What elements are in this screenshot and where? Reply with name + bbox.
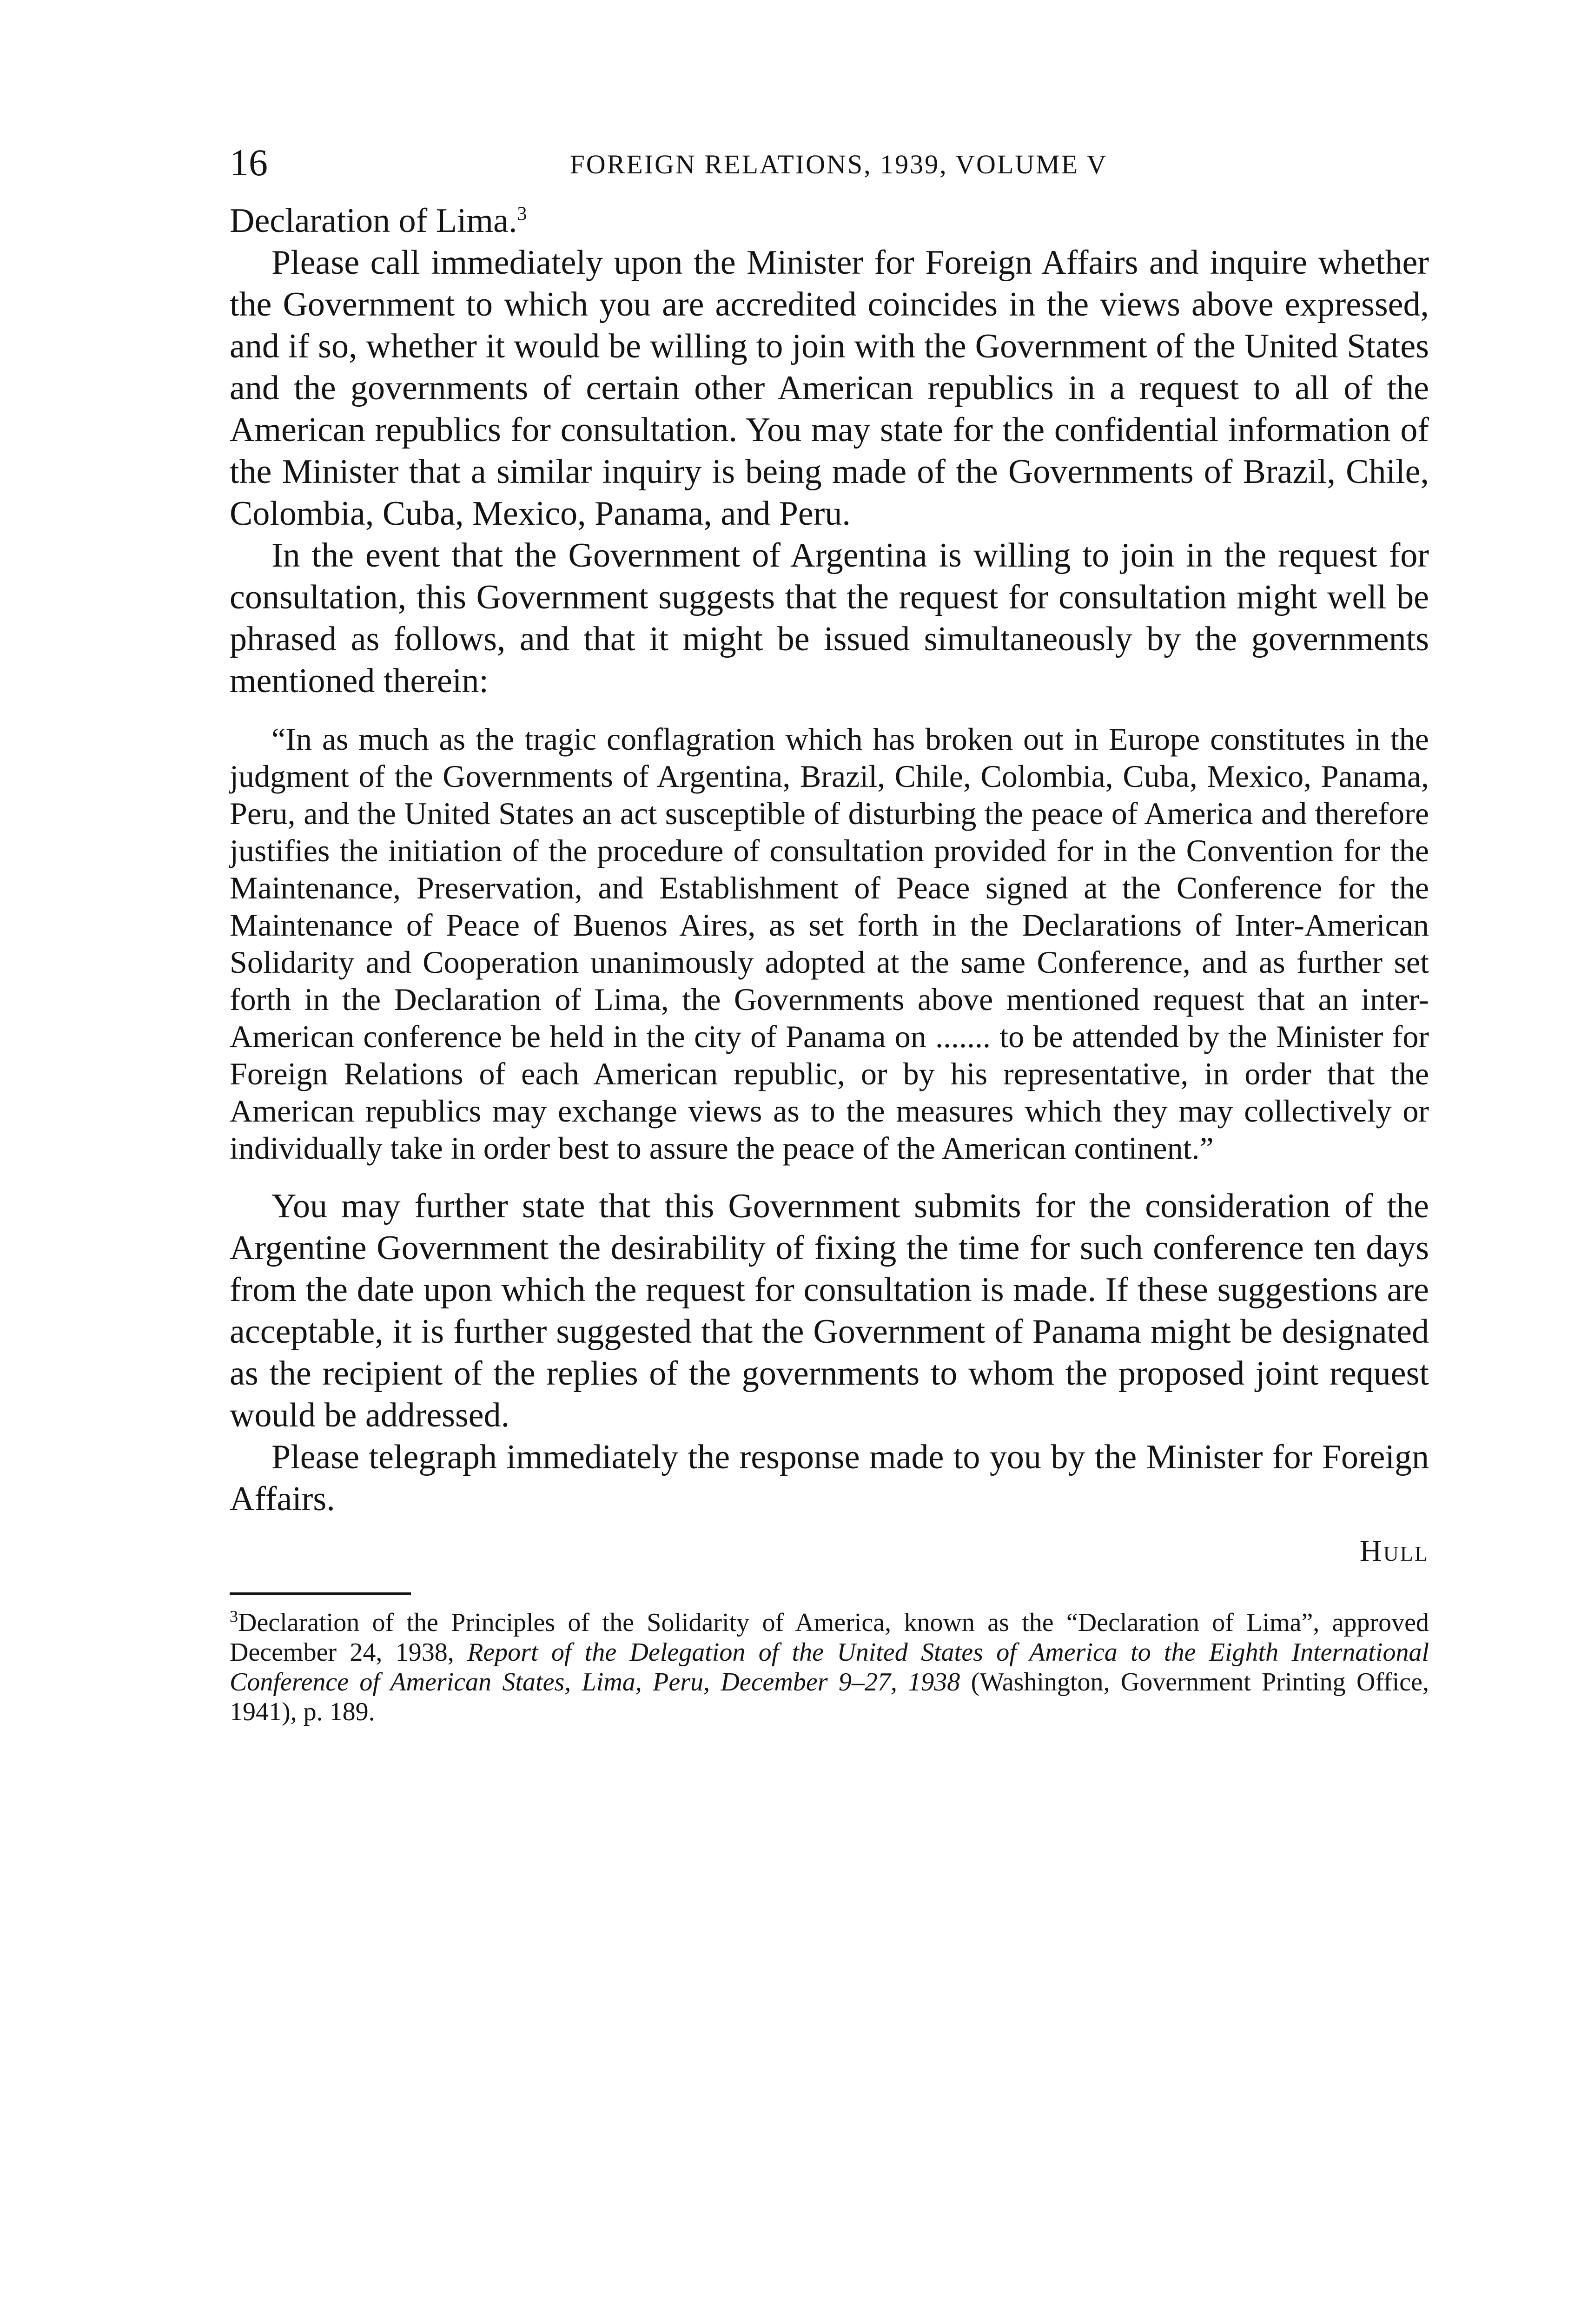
signature: Hull xyxy=(1359,1534,1429,1568)
footnote xyxy=(230,1608,1429,1727)
page-number: 16 xyxy=(230,141,268,184)
paragraph-3: In the event that the Government of Argentina is willing to join in the request for consultation, this Government suggests that the request for consultation might well be phrased as follows, and that it might be issued simultaneously by the governments mentioned therein: xyxy=(230,536,1429,700)
footnote-text-a: Declaration of the Principles of the Solidarity of America, known as the “Declaration of Lima”, approved December 24, 1938, xyxy=(230,1608,1429,1667)
footnote-rule xyxy=(230,1592,411,1595)
footnote-mark: 3 xyxy=(230,1607,238,1626)
paragraph-4: You may further state that this Government submits for the consideration of the Argentine Government the desirability of fixing the time for such conference ten days from the date upon which the request for consultation is made. If these suggestions are acceptable, it is further suggested that the Government of Panama might be designated as the recipient of the replies of the governments to whom the proposed joint request would be addressed. xyxy=(230,1187,1429,1434)
paragraph-5: Please telegraph immediately the response made to you by the Minister for Foreign Affairs. xyxy=(230,1438,1429,1518)
block-quote: “In as much as the tragic conflagration which has broken out in Europe constitutes in the judgment of the Governments of Argentina, Brazil, Chile, Colombia, Cuba, Mexico, Panama, Peru, and the United States an act susceptible of disturbing the peace of America and therefore justifies the initiation of the procedure of consultation provided for in the Convention for the Maintenance, Preservation, and Establishment of Peace signed at the Conference for the Maintenance of Peace of Buenos Aires, as set forth in the Declarations of Inter-American Solidarity and Cooperation unanimously adopted at the same Conference, and as further set forth in the Declaration of Lima, the Governments above mentioned request that an inter-American conference be held in the city of Panama on ....... to be attended by the Minister for Foreign Relations of each American republic, or by his representative, in order that the American republics may exchange views as to the measures which they may collectively or individually take in order best to assure the peace of the American continent.” xyxy=(230,721,1429,1166)
running-head: FOREIGN RELATIONS, 1939, VOLUME V xyxy=(569,149,1108,179)
footnote-reference: 3 xyxy=(517,203,527,225)
paragraph-2: Please call immediately upon the Minister for Foreign Affairs and inquire whether the Government to which you are accredited coincides in the views above expressed, and if so, whether it would be willing to join with the Government of the United States and the governments of certain other American republics in a request to all of the American republics for consultation. You may state for the confidential information of the Minister that a similar inquiry is being made of the Governments of Brazil, Chile, Colombia, Cuba, Mexico, Panama, and Peru. xyxy=(230,244,1429,533)
footnote-text-b: (Washington, Government Printing Office, 1941), p. 189. xyxy=(230,1668,1429,1726)
paragraph-1 xyxy=(230,200,1429,242)
page-header xyxy=(230,139,1429,200)
document-page xyxy=(230,139,1429,1727)
footnote-report-title: Report of the Delegation of the United States of America to the Eighth International Conference of American States, Lima, Peru, December 9–27, 1938 xyxy=(230,1638,1429,1697)
paragraph-1-text: Declaration of Lima. xyxy=(230,202,517,240)
body-text xyxy=(230,200,1429,1572)
